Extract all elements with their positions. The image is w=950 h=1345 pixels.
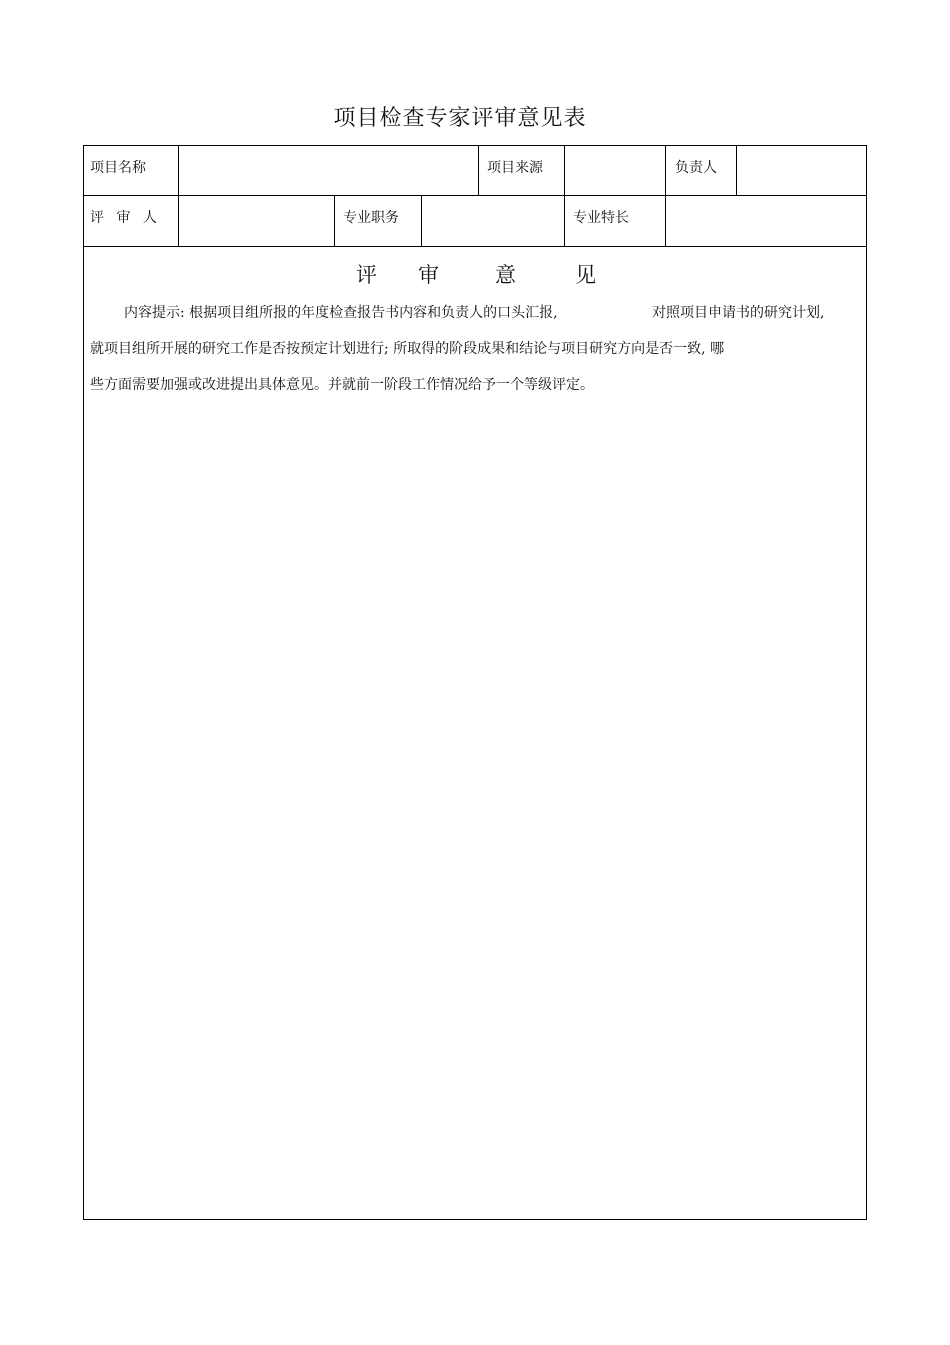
project-name-label: 项目名称 xyxy=(90,160,146,176)
col-divider xyxy=(478,146,479,195)
content-hint xyxy=(90,295,850,403)
row-divider-2 xyxy=(84,246,866,247)
heading-char: 评 xyxy=(356,263,377,287)
heading-char: 审 xyxy=(418,263,439,287)
col-divider xyxy=(665,146,666,246)
reviewer-label: 评 审 人 xyxy=(90,210,157,226)
heading-char: 见 xyxy=(575,263,596,287)
form-title: 项目检查专家评审意见表 xyxy=(333,106,587,131)
review-opinion-heading xyxy=(84,259,866,289)
hint-line: 就项目组所开展的研究工作是否按预定计划进行; 所取得的阶段成果和结论与项目研究方向是否一致, 哪 xyxy=(90,341,725,357)
col-divider xyxy=(564,146,565,246)
col-divider xyxy=(334,195,335,246)
hint-text: 对照项目申请书的研究计划, xyxy=(652,305,825,321)
title-position-label: 专业职务 xyxy=(343,210,399,226)
specialty-label: 专业特长 xyxy=(573,210,629,226)
heading-char: 意 xyxy=(495,263,516,287)
hint-line xyxy=(90,295,850,331)
review-form-table xyxy=(83,145,867,1220)
person-in-charge-label: 负责人 xyxy=(675,160,717,176)
project-source-label: 项目来源 xyxy=(487,160,543,176)
col-divider xyxy=(178,146,179,246)
hint-line: 些方面需要加强或改进提出具体意见。并就前一阶段工作情况给予一个等级评定。 xyxy=(90,377,594,393)
review-opinion-writing-area[interactable] xyxy=(86,406,864,1216)
hint-text: 内容提示: 根据项目组所报的年度检查报告书内容和负责人的口头汇报, xyxy=(124,305,558,321)
col-divider xyxy=(421,195,422,246)
row-divider-1 xyxy=(84,195,866,196)
col-divider xyxy=(736,146,737,195)
